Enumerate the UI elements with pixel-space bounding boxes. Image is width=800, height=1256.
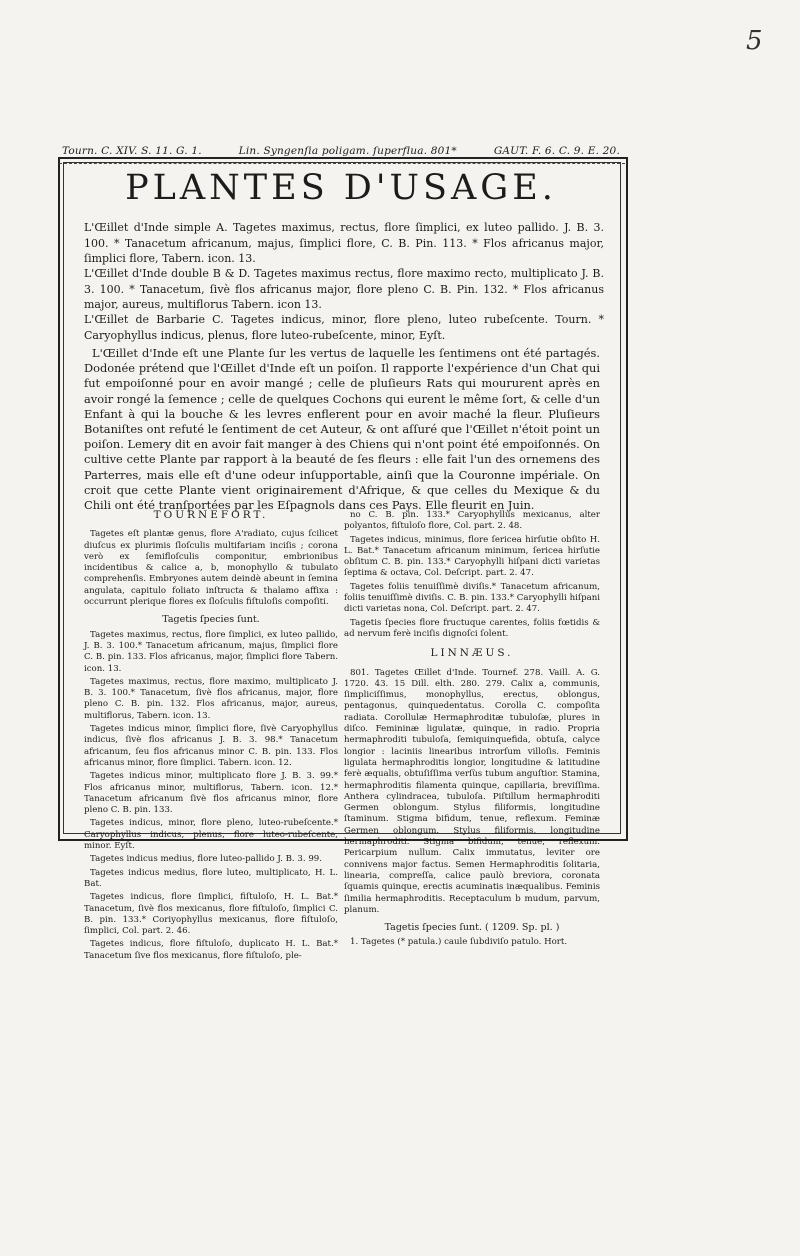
species-item: Tagetes maximus, rectus, flore maximo, multiplicato J. B. 3. 100.* Tanacetum, ſivè flos africanus, major, flore pleno C. B. pin. 132. Flos africanus, major, aureus, multiflorus, Tabern. icon. 13. — [84, 676, 338, 721]
species-item: Tagetes indicus minor, ſimplici flore, ſivè Caryophyllus indicus, ſivè flos africanus J. B. 3. 98.* Tanacetum africanum, ſeu flos africanus minor C. B. pin. 133. Flos africanus minor, flore ſimplici. Tabern. icon. 12. — [84, 724, 338, 768]
species-item: Tagetes indicus, minor, flore pleno, luteo-rubeſcente.* Caryophyllus indicus, plenus, flore luteo-rubeſcente, minor. Eyſt. — [84, 818, 338, 852]
tournefort-heading: TOURNEFORT. — [153, 509, 269, 521]
header-gautier-ref: GAUT. F. 6. C. 9. E. 20. — [493, 145, 620, 157]
page-number: 5 — [746, 26, 763, 56]
species-item: Tagetes indicus, flore fiſtuloſo, duplicato H. L. Bat.* Tanacetum ſive flos mexicanus, flore fiſtuloſo, ple- — [84, 939, 338, 961]
left-column — [84, 510, 338, 964]
species-item: Tagetes maximus, rectus, flore ſimplici, ex luteo pallido, J. B. 3. 100.* Tanacetum africanum, majus, ſimplici flore C. B. pin. 133. Flos africanus, major, ſimplici flore Tabern. icon. 13. — [84, 629, 338, 674]
synonym-simple: L'Œillet d'Inde simple A. Tagetes maximus, rectus, flore ſimplici, ex luteo pallido. J. B. 3. 100. * Tanacetum africanum, majus, ſimplici flore, C. B. Pin. 113. * Flos africanus major, ſimplici flore, Tabern. icon. 13. — [84, 221, 604, 266]
species-item: Tagetes indicus, minimus, flore ſericea hirſutie obſito H. L. Bat.* Tanacetum africanum minimum, ſericea hirſutie obſitum C. B. pin. 133.* Caryophylli hiſpani dicti varietas ſeptima & octava, Col. Deſcript. part. 2. 47. — [344, 534, 600, 579]
species-item: Tagetes foliis tenuiſſimè diviſis.* Tanacetum africanum, foliis tenuiſſimè diviſis. C. B. pin. 133.* Caryophylli hiſpani dicti varietas nona, Col. Deſcript. part. 2. 47. — [344, 581, 600, 615]
species-item: 1. Tagetes (* patula.) caule ſubdiviſo patulo. Hort. — [350, 937, 568, 948]
header-linnaeus-ref: Lin. Syngenſia poligam. ſuperflua. 801* — [238, 145, 457, 157]
species-item: Tagetis ſpecies flore fructuque carentes, foliis fœtidis & ad nervum ferè inciſis dignoſci ſolent. — [344, 617, 600, 639]
linnaeus-species-heading: Tagetis ſpecies ſunt. ( 1209. Sp. pl. ) — [384, 922, 560, 934]
right-column — [344, 510, 600, 951]
linnaeus-description: 801. Tagetes Œillet d'Inde. Tournef. 278. Vaill. A. G. 1720. 43. 15 Dill. elth. 280. 279. Calix a, communis, ſimpliciſſimus, monophyllus, erectus, oblongus, pentagonus, quinquedentatus. Corolla C. compoſita radiata. Corollulæ Hermaphroditæ tubuloſæ, plures in diſco. Femininæ ligulatæ, quinque, in radio. Propria hermaphroditi tubuloſa, ſemiquinquefida, obtuſa, calyce longior : laciniis linearibus introrſum villoſis. Feminis ligulata hermaphroditis longior, longitudine & latitudine ferè æqualis, obtuſiſſima verſùs tubum anguſtior. Stamina, hermaphroditis filamenta quinque, capillaria, breviſſima. Anthera cylindracea, tubuloſa. Piſtillum hermaphroditi Germen oblongum. Stylus filiformis, longitudine ſtaminum. Stigma bifidum, tenue, reflexum. Feminæ Germen oblongum. Stylus filiformis, longitudine hermaphroditi. Stigma bifidum, tenue, reflexum. Pericarpium nullum. Calix immutatus, leviter ore connivens major factus. Semen Hermaphroditis ſolitaria, linearia, compreſſa, calice paulò breviora, coronata ſquamis quinque, erectis acuminatis inæqualibus. Feminis ſimilia hermaphroditis. Receptaculum b mudum, parvum, planum. — [344, 667, 600, 915]
page-title: PLANTES D'USAGE. — [125, 168, 557, 208]
tournefort-description: Tagetes eſt plantæ genus, flore A'radiato, cujus ſcilicet diuſcus ex plurimis ſloſculis multifariam inciſis ; corona verò ex ſemifloſculis componitur, embrionibus incidentibus & calice a, b, monophyllo & tubulato comprehenſis. Embryones autem deindè abeunt in ſemina angulata, capitulo foliato inſtructa & thalamo affixa : occurrunt plerique flores ex ſloſculis fiſtuloſis compoſiti. — [84, 529, 338, 608]
tournefort-species-heading: Tagetis ſpecies ſunt. — [162, 614, 260, 626]
linnaeus-heading: LINNÆUS. — [430, 647, 514, 660]
species-item: Tagetes indicus medius, flore luteo, multiplicato, H. L. Bat. — [84, 867, 338, 889]
species-item: Tagetes indicus minor, multiplicato flore J. B. 3. 99.* Flos africanus minor, multiflorus, Tabern. icon. 12.* Tanacetum africanum ſivè flos africanus minor, flore pleno C. B. pin. 133. — [84, 771, 338, 816]
header-tournefort-ref: Tourn. C. XIV. S. 11. G. 1. — [62, 145, 202, 157]
intro-paragraph: L'Œillet d'Inde eſt une Plante ſur les vertus de laquelle les ſentimens ont été partagés. Dodonée prétend que l'Œillet d'Inde eſt un poiſon. Il rapporte l'expérience d'un Chat qui fut empoiſonné pour en avoir mangé ; celle de pluſieurs Rats qui moururent après en avoir rongé la ſemence ; celle de quelques Cochons qui eurent le même ſort, & celle d'un Enfant à qui la bouche & les levres enflerent pour en avoir maché la fleur. Pluſieurs Botaniſtes ont refuté le ſentiment de cet Auteur, & ont aſſuré que l'Œillet n'étoit point un poiſon. Lemery dit en avoir fait manger à des Chiens qui n'ont point été empoiſonnés. On cultive cette Plante par rapport à la beauté de ſes fleurs : elle fait l'un des ornemens des Parterres, mais elle eſt d'une odeur inſupportable, ainſi que la Couronne impériale. On croit que cette Plante vient originairement d'Afrique, & que celles du Mexique & du Chili ont été tranſportées par les Eſpagnols dans ces Pays. Elle fleurit en Juin. — [84, 346, 600, 513]
species-item: Tagetes indicus medius, flore luteo-pallido J. B. 3. 99. — [90, 854, 322, 865]
species-item: Tagetes indicus, flore ſimplici, fiſtuloſo, H. L. Bat.* Tanacetum, ſivè flos mexicanus, flore fiſtuloſo, ſimplici C. B. pin. 133.* Coriyophyllus mexicanus, flore fiſtuloſo, ſimplici, Col. part. 2. 46. — [84, 892, 338, 937]
classification-header — [62, 145, 620, 157]
synonym-barbarie: L'Œillet de Barbarie C. Tagetes indicus, minor, flore pleno, luteo rubeſcente. Tourn. * Caryophyllus indicus, plenus, flore luteo-rubeſcente, minor, Eyſt. — [84, 313, 604, 342]
species-item: no C. B. pin. 133.* Caryophyllus mexicanus, alter polyantos, fiſtuloſo flore, Col. part. 2. 48. — [344, 510, 600, 532]
synonym-double: L'Œillet d'Inde double B & D. Tagetes maximus rectus, flore maximo recto, multiplicato J. B. 3. 100. * Tanacetum, ſivè flos africanus major, flore pleno C. B. Pin. 132. * Flos africanus major, aureus, multiflorus Tabern. icon 13. — [84, 267, 604, 312]
